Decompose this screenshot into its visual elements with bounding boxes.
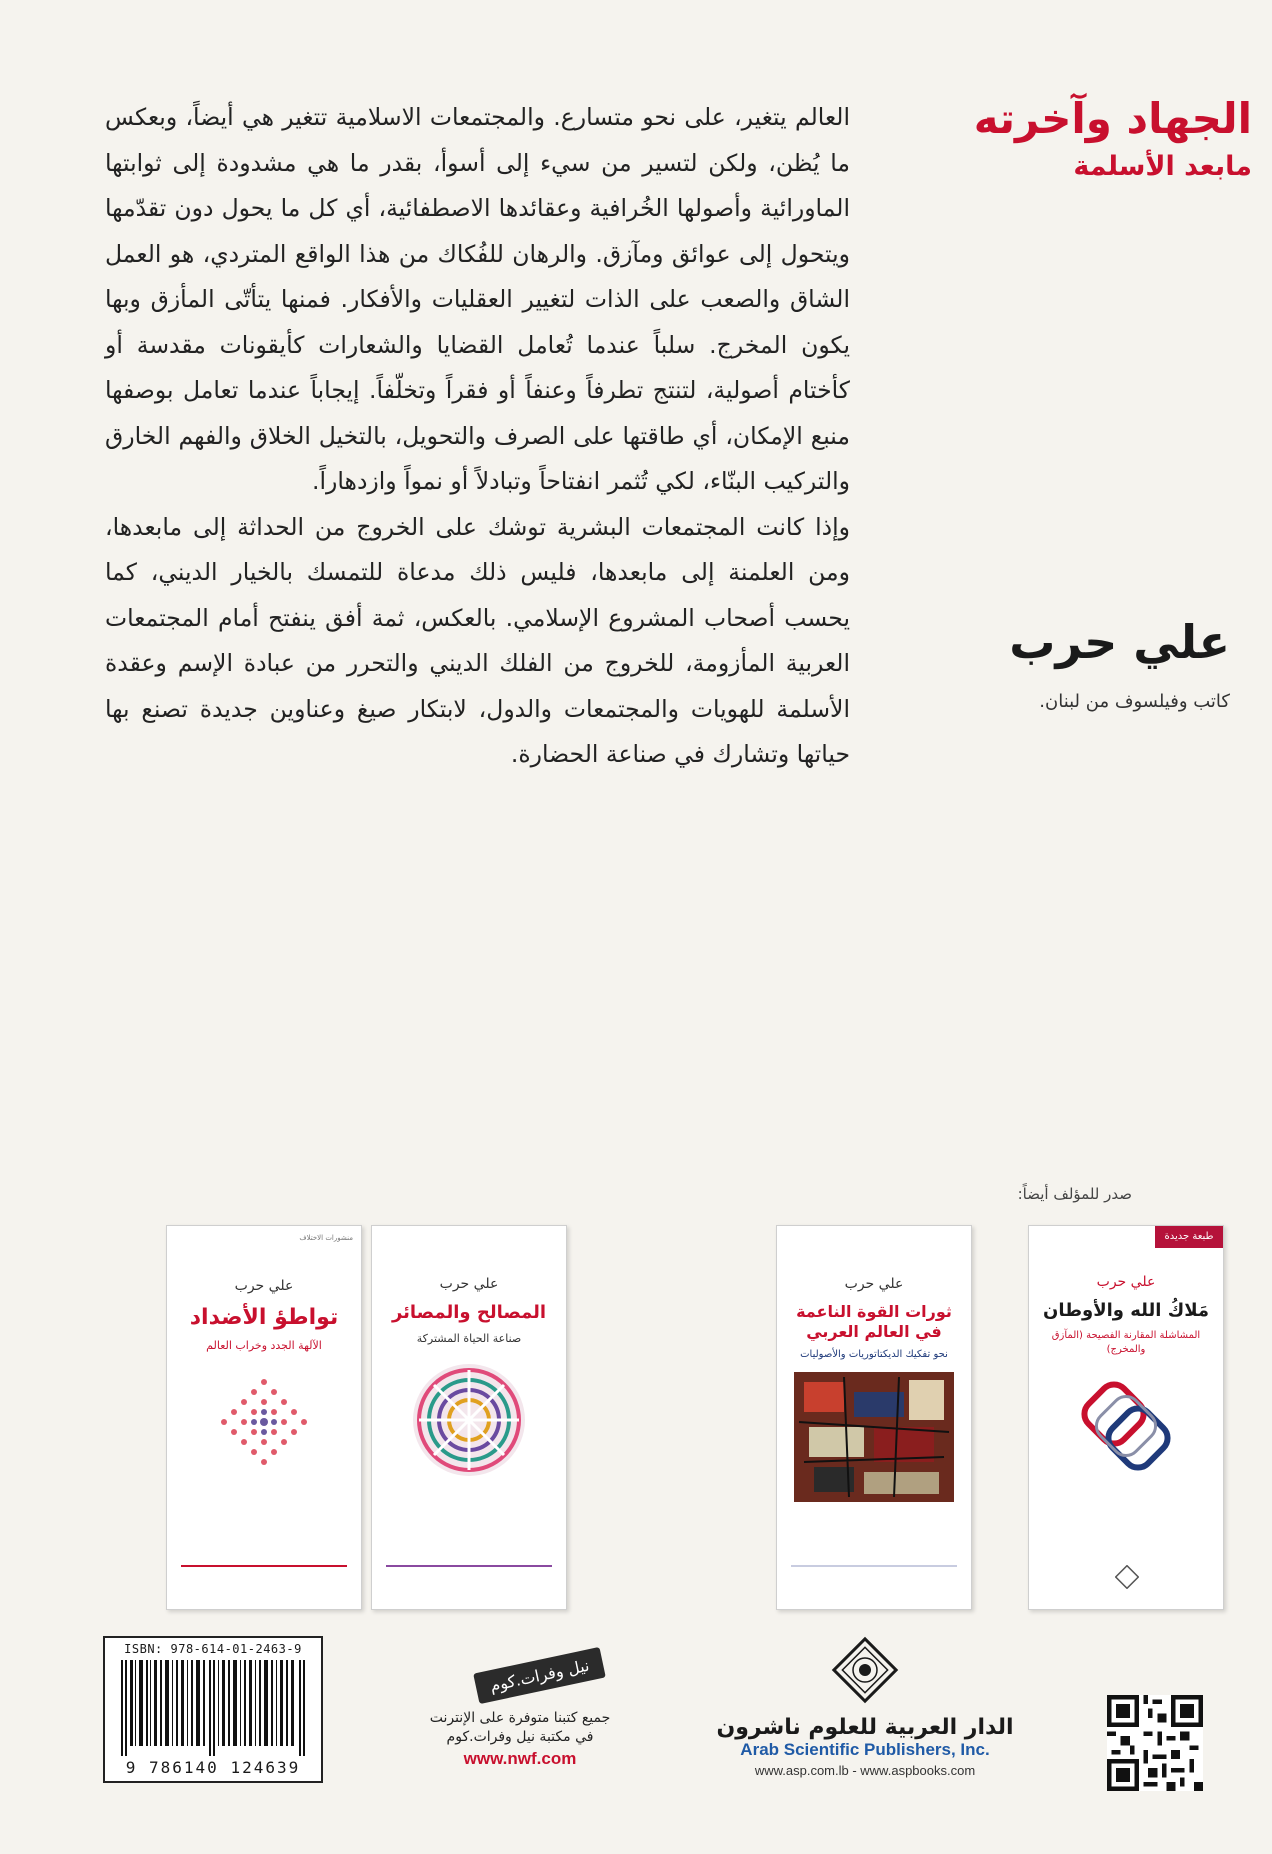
book-cover-3[interactable] [371,1225,567,1610]
book-author: علي حرب [234,1278,294,1294]
book-author: علي حرب [1096,1274,1156,1290]
book-subtitle: المشاشلة المقارنة الفصيحة (المآزق والمخرج) [1051,1329,1201,1355]
book-subtitle: نحو تفكيك الديكتاتوريات والأصوليات [800,1349,948,1360]
title-block [922,95,1252,182]
publisher-websites[interactable]: www.asp.com.lb - www.aspbooks.com [754,1763,976,1778]
blurb-paragraph-2: وإذا كانت المجتمعات البشرية توشك على الخروج من الحداثة إلى مابعدها، ومن العلمنة إلى مابعدها، فليس ذلك مدعاة للتمسك بالخيار الديني، كما يحسب أصحاب المشروع الإسلامي. بالعكس، ثمة أفق ينفتح أمام المجتمعات العربية المأزومة، للخروج من الفلك الديني والتحرر من عبادة الإسم وعقدة الأسلمة للهويات والمجتمعات والدول، لابتكار صيغ وعناوين جديدة تصنع بها حياتها وتشارك في صناعة الحضارة. [105,512,850,768]
nwf-url-link[interactable]: www.nwf.com [463,1748,577,1768]
author-name: علي حرب [1009,615,1230,669]
book-title: مَلاكُ الله والأوطان [1042,1300,1210,1321]
nwf-block [420,1655,620,1769]
author-description: كاتب وفيلسوف من لبنان. [1039,691,1230,712]
geometric-circle-icon [409,1360,529,1480]
book-cover-1[interactable] [1028,1225,1224,1610]
cover-rule [181,1565,347,1567]
new-edition-badge: طبعة جديدة [1155,1226,1223,1248]
abstract-painting-icon [794,1372,954,1502]
isbn-barcode [103,1636,323,1783]
author-block [900,615,1230,712]
book-subtitle: الآلهة الجدد وخراب العالم [206,1338,322,1352]
barcode-digits: 9 786140 124639 [125,1758,301,1777]
publisher-mini-logo-icon [1115,1565,1139,1589]
book-subtitle: مابعد الأسلمة [1073,151,1252,183]
book-author: علي حرب [844,1276,904,1292]
book-title: الجهاد وآخرته [973,94,1252,143]
publisher-block [715,1635,1015,1778]
book-author: علي حرب [439,1276,499,1292]
isbn-label: ISBN: 978-614-01-2463-9 [124,1642,302,1656]
barcode-bars-icon [115,1660,311,1756]
nwf-line-2: في مكتبة نيل وفرات.كوم [446,1728,594,1745]
blurb-paragraph-1: العالم يتغير، على نحو متسارع. والمجتمعات الاسلامية تتغير هي أيضاً، وبعكس ما يُظن، ولكن لتسير من سيء إلى أسوأ، بقدر ما هي مشدودة إلى ثوابتها الماورائية وأصولها الخُرافية وعقائدها الاصطفائية، أي كل ما يحول دون تقدّمها ويتحول إلى عوائق ومآزق. والرهان للفُكاك من هذا الواقع المتردي، هو العمل الشاق والصعب على الذات لتغيير العقليات والأفكار. فمنها يتأتّى المأزق وبها يكون المخرج. سلباً عندما تُعامل القضايا والشعارات كأيقونات مقدسة أو كأختام أصولية، لتنتج تطرفاً وعنفاً أو فقراً وتخلّفاً. إيجاباً عندما تعامل بوصفها منبع الإمكان، أي طاقتها على الصرف والتحويل، بالتخيل الخلاق والفهم الخارق والتركيب البنّاء، لكي تُثمر انفتاحاً وتبادلاً أو نمواً وازدهاراً. [105,103,850,495]
also-published-books [189,1225,1225,1615]
publisher-logo-icon [830,1635,900,1705]
book-cover-2[interactable] [776,1225,972,1610]
nwf-tag-label: نيل وفرات.كوم [474,1647,607,1704]
book-title: تواطؤ الأضداد [189,1305,339,1330]
book-title: المصالح والمصائر [391,1302,547,1323]
nwf-line-1: جميع كتبنا متوفرة على الإنترنت [429,1710,611,1726]
publisher-name-arabic: الدار العربية للعلوم ناشرون [716,1715,1014,1740]
also-published-label: صدر للمؤلف أيضاً: [1017,1185,1132,1203]
publisher-name-english: Arab Scientific Publishers, Inc. [740,1740,990,1759]
qr-code [1107,1695,1203,1791]
cover-rule [386,1565,552,1567]
dotted-diamond-icon [204,1367,324,1487]
book-cover-4[interactable] [166,1225,362,1610]
blurb-text [105,95,850,778]
book-subtitle: صناعة الحياة المشتركة [416,1331,522,1345]
book-publisher-mark [167,1234,361,1242]
book-title: ثورات القوة الناعمة في العالم العربي [796,1302,952,1341]
interlocking-shapes-icon [1071,1371,1181,1481]
cover-rule [791,1565,957,1567]
book-imprint: منشورات الاختلاف [299,1234,353,1242]
